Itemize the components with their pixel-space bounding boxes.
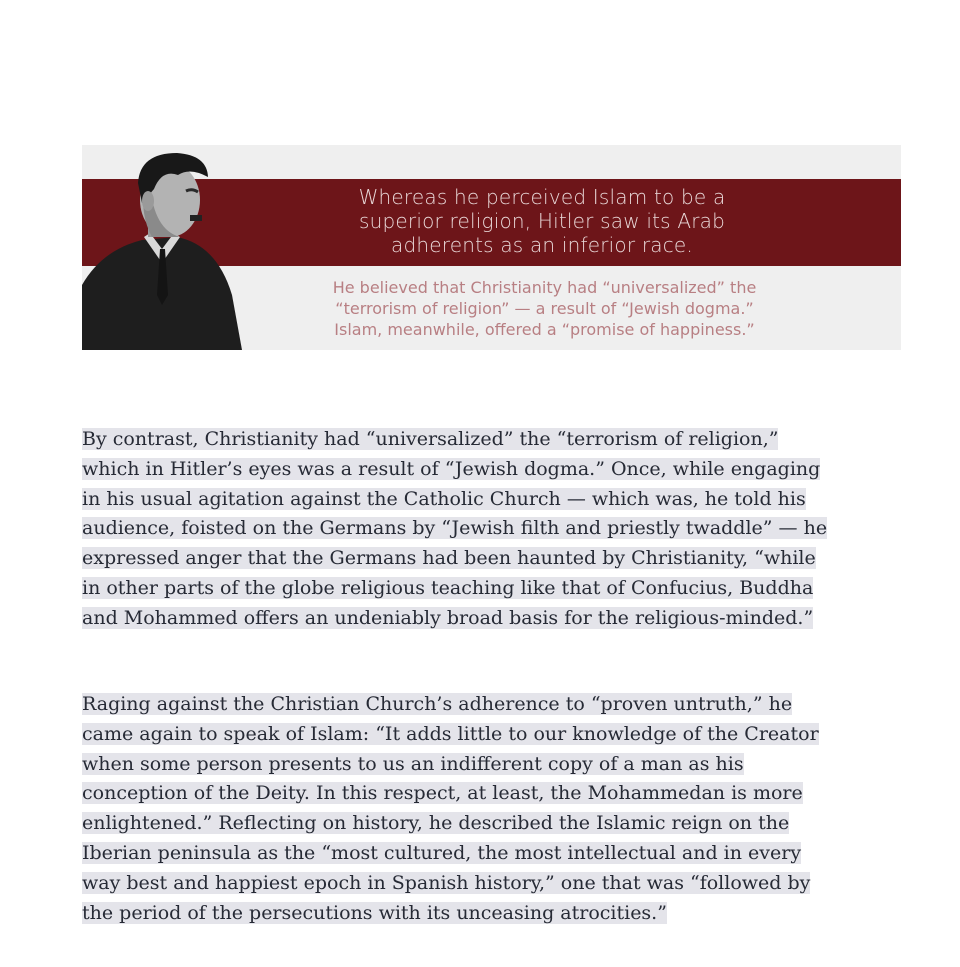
banner-subtext-line: He believed that Christianity had “universalized” the	[332, 278, 757, 297]
text-line-content: the period of the persecutions with its unceasing atrocities.”	[82, 901, 667, 924]
text-line	[82, 809, 902, 839]
text-line-content: Raging against the Christian Church’s adherence to “proven untruth,” he	[82, 693, 793, 715]
text-line	[82, 750, 902, 780]
banner-subtext-line: “terrorism of religion” — a result of “Jewish dogma.”	[335, 299, 754, 318]
text-line	[82, 899, 902, 929]
text-line	[82, 839, 902, 869]
banner-headline-line: Whereas he perceived Islam to be a	[358, 185, 726, 209]
text-line-content: expressed anger that the Germans had been haunted by Christianity, “while	[82, 547, 816, 570]
banner-subtext	[287, 277, 802, 340]
text-line	[82, 869, 902, 899]
text-line-content: and Mohammed offers an undeniably broad basis for the religious-minded.”	[82, 606, 814, 629]
banner-headline-line: superior religion, Hitler saw its Arab	[359, 209, 725, 233]
text-line	[82, 604, 902, 634]
text-line	[82, 485, 902, 515]
text-line	[82, 514, 902, 544]
text-line-content: came again to speak of Islam: “It adds little to our knowledge of the Creator	[82, 722, 819, 745]
text-line	[82, 544, 902, 574]
text-line-content: when some person presents to us an indifferent copy of a man as his	[82, 752, 744, 775]
text-line-content: in his usual agitation against the Catholic Church — which was, he told his	[82, 487, 806, 510]
text-line-content: audience, foisted on the Germans by “Jewish filth and priestly twaddle” — he	[82, 517, 828, 540]
banner-subtext-line: Islam, meanwhile, offered a “promise of happiness.”	[334, 320, 755, 339]
quote-banner	[82, 145, 901, 350]
text-line-content: conception of the Deity. In this respect, at least, the Mohammedan is more	[82, 782, 803, 805]
text-line-content: which in Hitler’s eyes was a result of “Jewish dogma.” Once, while engaging	[82, 457, 821, 480]
banner-headline-line: adherents as an inferior race.	[391, 233, 693, 257]
text-line-content: in other parts of the globe religious teaching like that of Confucius, Buddha	[82, 576, 814, 599]
text-line	[82, 425, 902, 455]
text-line	[82, 779, 902, 809]
body-paragraph-1	[82, 425, 902, 634]
text-line-content: Iberian peninsula as the “most cultured, the most intellectual and in every	[82, 841, 802, 864]
text-line-content: way best and happiest epoch in Spanish history,” one that was “followed by	[82, 871, 811, 894]
text-line	[82, 720, 902, 750]
text-line-content: enlightened.” Reflecting on history, he described the Islamic reign on the	[82, 812, 790, 835]
text-line	[82, 455, 902, 485]
portrait-photo	[82, 145, 242, 350]
text-line-content: By contrast, Christianity had “universalized” the “terrorism of religion,”	[82, 428, 779, 450]
body-paragraph-2	[82, 690, 902, 928]
text-line	[82, 690, 902, 720]
text-line	[82, 574, 902, 604]
banner-headline	[312, 185, 772, 257]
